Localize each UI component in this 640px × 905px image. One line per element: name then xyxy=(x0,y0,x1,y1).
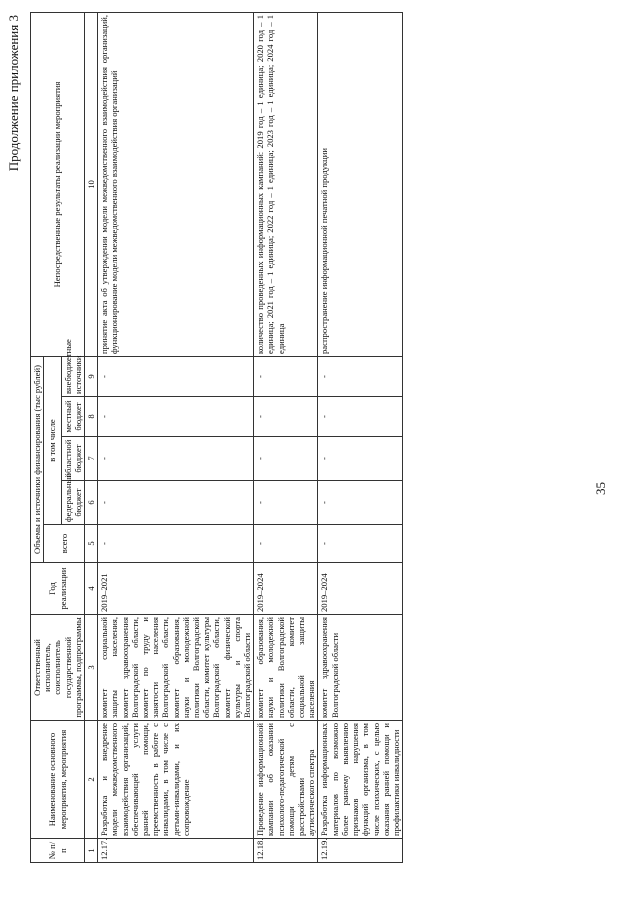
row-total: - xyxy=(318,525,403,563)
header-total: всего xyxy=(44,525,85,563)
header-local: местный бюджет xyxy=(61,397,84,437)
col-number: 4 xyxy=(85,563,98,615)
row-federal: - xyxy=(98,481,254,525)
col-number: 2 xyxy=(85,721,98,839)
row-year: 2019–2021 xyxy=(98,563,254,615)
row-result: распространение информационной печатной продукции xyxy=(318,12,403,356)
row-local: - xyxy=(318,397,403,437)
row-local: - xyxy=(98,397,254,437)
row-num: 12.18. xyxy=(254,839,318,863)
row-executor: комитет образования, науки и молодежной политики Волгоградской области, комитет социальной защиты населения xyxy=(254,615,318,721)
header-year: Год реализации xyxy=(31,563,85,615)
row-extra: - xyxy=(318,356,403,396)
row-name: Проведение информационной кампании об оказании психолого-педагогической помощи детям с расстройствами аутистического спектра xyxy=(254,721,318,839)
col-number: 9 xyxy=(85,356,98,396)
row-result: принятие акта об утверждении модели межведомственного взаимодействия организаций, функционирование модели межведомственного взаимодействия организаций xyxy=(98,12,254,356)
table-row xyxy=(318,12,403,862)
row-extra: - xyxy=(98,356,254,396)
row-federal: - xyxy=(318,481,403,525)
row-num: 12.17. xyxy=(98,839,254,863)
table-row xyxy=(98,12,254,862)
page-number: 35 xyxy=(593,482,608,495)
row-year: 2019–2024 xyxy=(318,563,403,615)
col-number: 8 xyxy=(85,397,98,437)
col-number: 7 xyxy=(85,437,98,481)
row-num: 12.19. xyxy=(318,839,403,863)
col-number: 10 xyxy=(85,12,98,356)
header-regional: областной бюджет xyxy=(61,437,84,481)
column-number-row xyxy=(85,12,98,862)
header-federal: федеральный бюджет xyxy=(61,481,84,525)
continuation-label: Продолжение приложения 3 xyxy=(6,15,21,172)
header-executor: Ответственный исполнитель, соисполнитель государственной программы, подпрограммы xyxy=(31,615,85,721)
col-number: 5 xyxy=(85,525,98,563)
header-including: в том числе xyxy=(44,356,61,524)
row-total: - xyxy=(254,525,318,563)
program-table xyxy=(30,12,403,863)
col-number: 6 xyxy=(85,481,98,525)
header-num: № п/п xyxy=(31,839,85,863)
row-result: количество проведенных информационных кампаний: 2019 год – 1 единица; 2020 год – 1 единица; 2021 год – 1 единица; 2022 год – 1 единица; 2023 год – 1 единица; 2024 год – 1 единица xyxy=(254,12,318,356)
row-regional: - xyxy=(98,437,254,481)
row-regional: - xyxy=(254,437,318,481)
row-extra: - xyxy=(254,356,318,396)
table-row xyxy=(254,12,318,862)
row-regional: - xyxy=(318,437,403,481)
header-results: Непосредственные результаты реализации мероприятия xyxy=(31,12,85,356)
col-number: 3 xyxy=(85,615,98,721)
row-executor: комитет социальной защиты населения, комитет здравоохранения Волгоградской области, комитет по труду и занятости населения Волгоградской области, комитет образования, науки и молодежной политики Волгоградской области, комитет культуры Волгоградской области, комитет физической культуры и спорта Волгоградской области xyxy=(98,615,254,721)
row-total: - xyxy=(98,525,254,563)
header-name: Наименование основного мероприятия, мероприятия xyxy=(31,721,85,839)
row-year: 2019–2024 xyxy=(254,563,318,615)
row-local: - xyxy=(254,397,318,437)
col-number: 1 xyxy=(85,839,98,863)
header-row-1 xyxy=(31,12,44,862)
header-extra: внебюджетные источники xyxy=(61,356,84,396)
row-executor: комитет здравоохранения Волгоградской области xyxy=(318,615,403,721)
row-name: Разработка и внедрение модели межведомственного взаимодействия организаций, обеспечивающей услуги ранней помощи, преемственность в работе с инвалидами, в том числе с детьми-инвалидами, и их сопровождение xyxy=(98,721,254,839)
header-funding: Объемы и источники финансирования (тыс рублей) xyxy=(31,356,44,562)
row-name: Разработка информационных материалов по возможно более раннему выявлению признаков нарушения функций организма, в том числе психических, с целью оказания ранней помощи и профилактики инвалидности xyxy=(318,721,403,839)
row-federal: - xyxy=(254,481,318,525)
